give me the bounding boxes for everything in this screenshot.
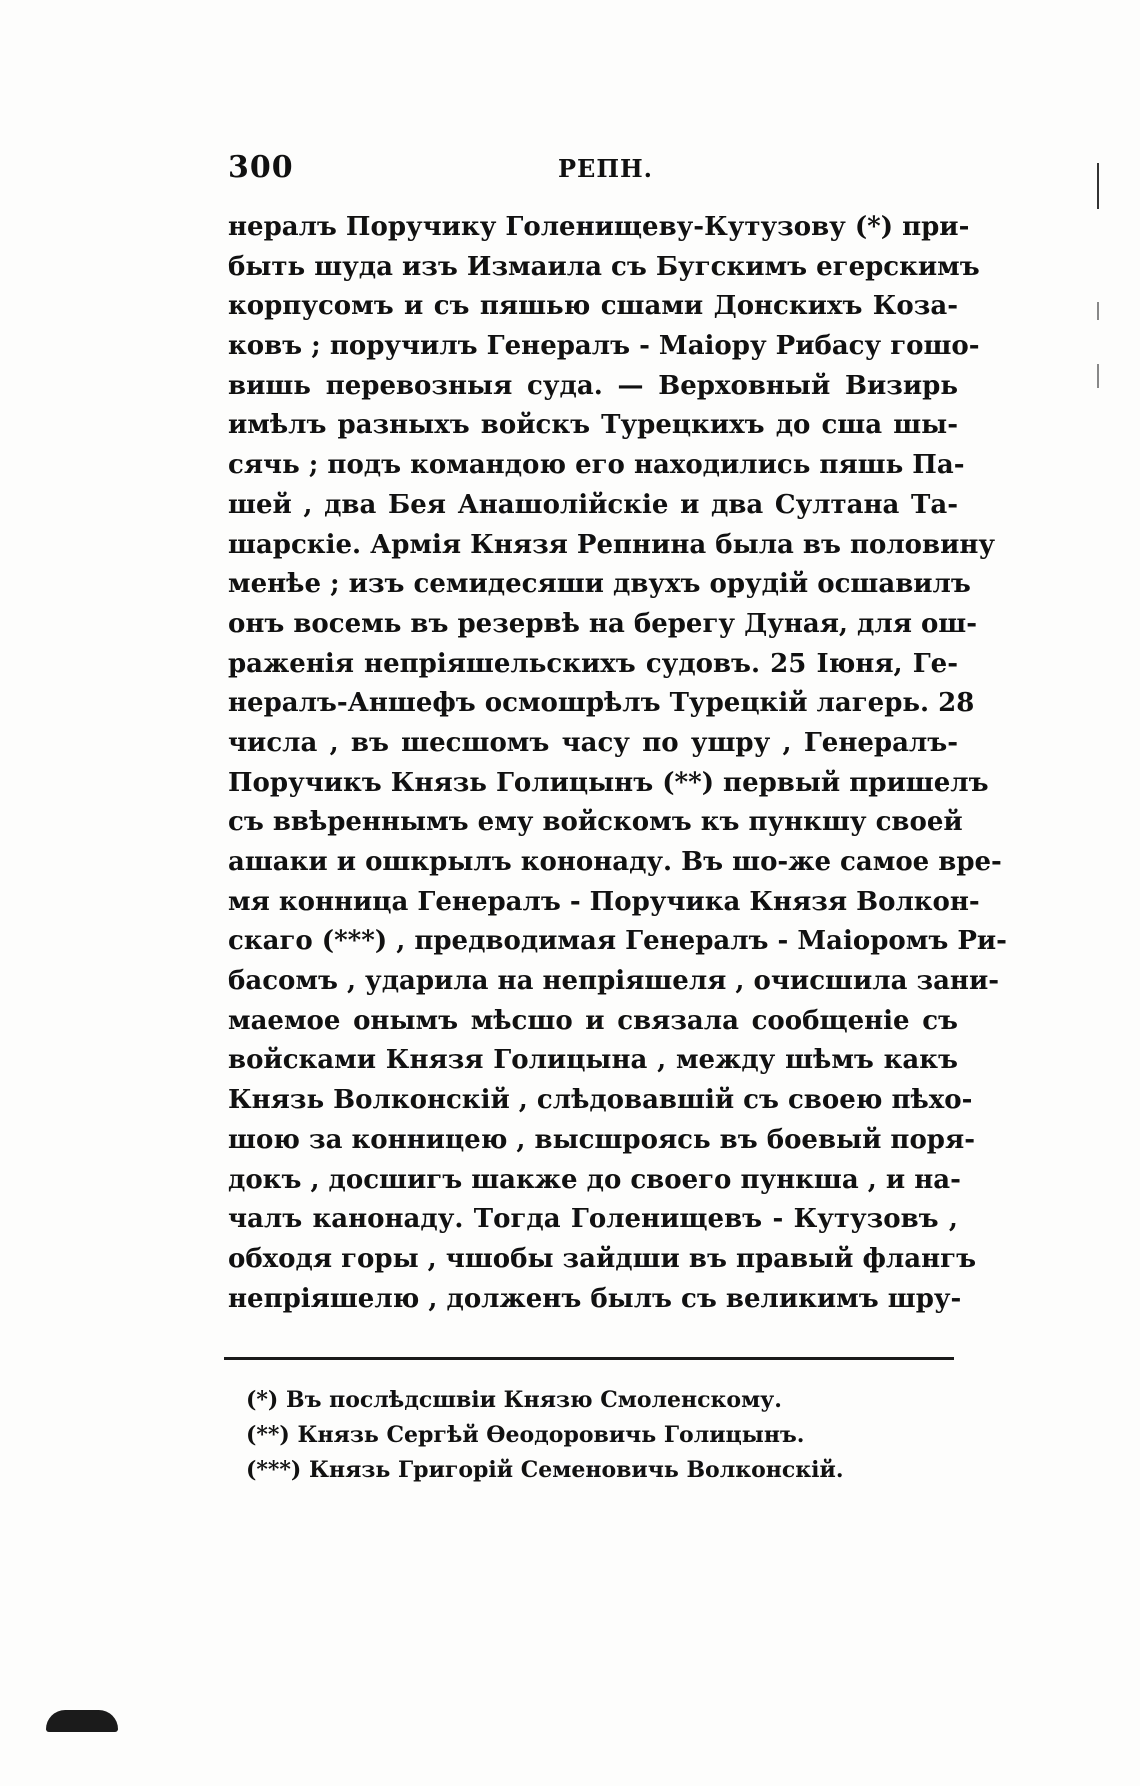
text-line: быть шуда изъ Измаила съ Бугскимъ егерскимъ [228,251,980,282]
text-line: шарскіе. Армія Князя Репнина была въ половину [228,529,996,560]
running-head [228,150,958,190]
text-line: басомъ , ударила на непріяшеля , очисшила зани- [228,966,1000,997]
text-line: ковъ ; поручилъ Генералъ - Маіору Рибасу гошо- [228,331,980,362]
text-line: чалъ канонаду. Тогда Голенищевъ - Кутузовъ , [228,1204,958,1235]
margin-mark [1097,163,1099,209]
footnote: (*) Въ послѣдсшвіи Князю Смоленскому. [246,1387,782,1413]
text-line: онъ восемь въ резервѣ на берегу Дуная, для ош- [228,608,978,639]
margin-mark [1097,364,1099,388]
text-line: Поручикъ Князь Голицынъ (**) первый пришелъ [228,767,989,798]
footnote: (**) Князь Сергѣй Ѳеодоровичь Голицынъ. [246,1422,805,1448]
text-line: съ ввѣреннымъ ему войскомъ къ пункшу своей [228,807,963,838]
text-line: шою за конницею , высшроясь въ боевый поря- [228,1124,975,1155]
text-line: менѣе ; изъ семидесяши двухъ орудій осшавилъ [228,569,971,600]
text-line: обходя горы , чшобы зайдши въ правый флангъ [228,1243,977,1274]
text-line: нералъ Поручику Голенищеву-Кутузову (*) при- [228,212,970,242]
text-line: вишь перевозныя суда. — Верховный Визирь [228,370,958,401]
text-line: имѣлъ разныхъ войскъ Турецкихъ до сша шы- [228,410,958,441]
text-line: шей , два Бея Анашолійскіе и два Султана Та- [228,489,958,520]
margin-mark [1097,302,1099,320]
text-line: скаго (***) , предводимая Генералъ - Маіоромъ Ри- [228,926,1007,957]
text-line: войсками Князя Голицына , между шѣмъ какъ [228,1045,958,1076]
footnote-divider [224,1357,954,1360]
text-line: корпусомъ и съ пяшью сшами Донскихъ Коза- [228,291,958,322]
footnote: (***) Князь Григорій Семеновичь Волконскій. [246,1457,844,1483]
body-text [228,208,1007,1319]
running-title: РЕПН. [558,154,654,183]
footnotes [246,1383,886,1488]
text-line: нералъ-Аншефъ осмошрѣлъ Турецкій лагерь. 28 [228,688,975,719]
text-line: сячь ; подъ командою его находились пяшь Па- [228,450,965,481]
text-line: ашаки и ошкрылъ кононаду. Въ шо-же самое вре- [228,847,1002,877]
text-line: числа , въ шесшомъ часу по ушру , Генералъ- [228,727,958,758]
text-line: Князь Волконскій , слѣдовавшій съ своею пѣхо- [228,1085,973,1116]
text-line: мя конница Генералъ - Поручика Князя Волкон- [228,886,980,917]
text-line: докъ , досшигъ шакже до своего пункша , и на- [228,1164,961,1195]
ink-blot-icon [46,1710,118,1732]
text-line: раженія непріяшельскихъ судовъ. 25 Іюня, Ге- [228,648,958,679]
text-line: маемое онымъ мѣсшо и связала сообщеніе съ [228,1005,958,1036]
text-line: непріяшелю , долженъ былъ съ великимъ шру- [228,1283,962,1314]
page-number: 300 [228,150,294,185]
